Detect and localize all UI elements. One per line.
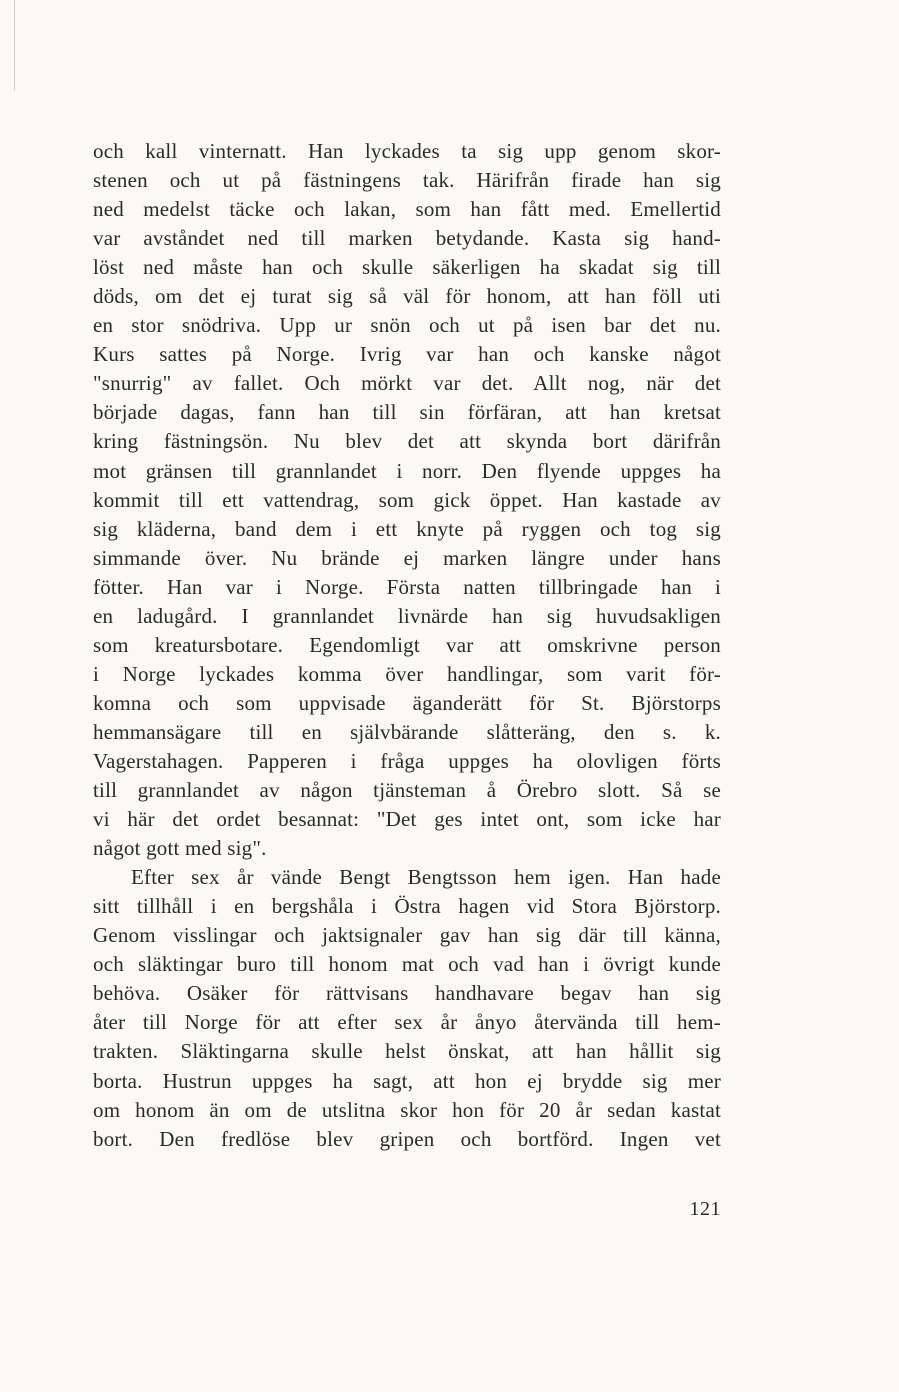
text-line: simmande över. Nu brände ej marken längre under hans	[93, 545, 721, 570]
text-line: Vagerstahagen. Papperen i fråga uppges ha olovligen förts	[93, 748, 721, 773]
text-line: till grannlandet av någon tjänsteman å Örebro slott. Så se	[93, 778, 721, 803]
text-line: ned medelst täcke och lakan, som han fått med. Emellertid	[93, 197, 721, 222]
text-line: om honom än om de utslitna skor hon för 20 år sedan kastat	[93, 1097, 721, 1122]
text-line: i Norge lyckades komma över handlingar, som varit för-	[93, 661, 721, 686]
text-line: vi här det ordet besannat: "Det ges intet ont, som icke har	[93, 807, 721, 832]
text-line: trakten. Släktingarna skulle helst önskat, att han hållit sig	[93, 1039, 721, 1064]
text-line: "snurrig" av fallet. Och mörkt var det. Allt nog, när det	[93, 371, 721, 396]
text-line: kommit till ett vattendrag, som gick öppet. Han kastade av	[93, 487, 721, 512]
text-line: löst ned måste han och skulle säkerligen ha skadat sig till	[93, 255, 721, 280]
page-number: 121	[689, 1198, 721, 1220]
text-line: började dagas, fann han till sin förfäran, att han kretsat	[93, 400, 721, 425]
page-binding-edge	[14, 0, 15, 90]
text-line: fötter. Han var i Norge. Första natten tillbringade han i	[93, 574, 721, 599]
text-line: borta. Hustrun uppges ha sagt, att hon ej brydde sig mer	[93, 1068, 721, 1093]
text-line: kring fästningsön. Nu blev det att skynda bort därifrån	[93, 429, 721, 454]
text-line: Kurs sattes på Norge. Ivrig var han och kanske något	[93, 342, 721, 367]
text-line: något gott med sig".	[93, 836, 267, 861]
text-line: åter till Norge för att efter sex år ånyo återvända till hem-	[93, 1010, 721, 1035]
body-text	[93, 137, 721, 1154]
text-line: och släktingar buro till honom mat och vad han i övrigt kunde	[93, 952, 721, 977]
text-line: Genom visslingar och jaktsignaler gav han sig där till känna,	[93, 923, 721, 948]
text-line: sig kläderna, band dem i ett knyte på ryggen och tog sig	[93, 516, 721, 541]
text-line: sitt tillhåll i en bergshåla i Östra hagen vid Stora Björstorp.	[93, 894, 721, 919]
text-line: Efter sex år vände Bengt Bengtsson hem igen. Han hade	[131, 865, 721, 890]
text-line: stenen och ut på fästningens tak. Härifrån firade han sig	[93, 168, 721, 193]
text-line: en stor snödriva. Upp ur snön och ut på isen bar det nu.	[93, 313, 721, 338]
text-line: döds, om det ej turat sig så väl för honom, att han föll uti	[93, 284, 721, 309]
text-line: hemmansägare till en självbärande slåtteräng, den s. k.	[93, 719, 721, 744]
text-line: mot gränsen till grannlandet i norr. Den flyende uppges ha	[93, 458, 721, 483]
text-line: en ladugård. I grannlandet livnärde han sig huvudsakligen	[93, 603, 721, 628]
text-line: behöva. Osäker för rättvisans handhavare begav han sig	[93, 981, 721, 1006]
text-line: var avståndet ned till marken betydande. Kasta sig hand-	[93, 226, 721, 251]
text-line: bort. Den fredlöse blev gripen och bortförd. Ingen vet	[93, 1126, 721, 1151]
text-line: och kall vinternatt. Han lyckades ta sig upp genom skor-	[93, 139, 721, 163]
text-line: som kreatursbotare. Egendomligt var att omskrivne person	[93, 632, 721, 657]
text-line: komna och som uppvisade äganderätt för St. Björstorps	[93, 690, 721, 715]
